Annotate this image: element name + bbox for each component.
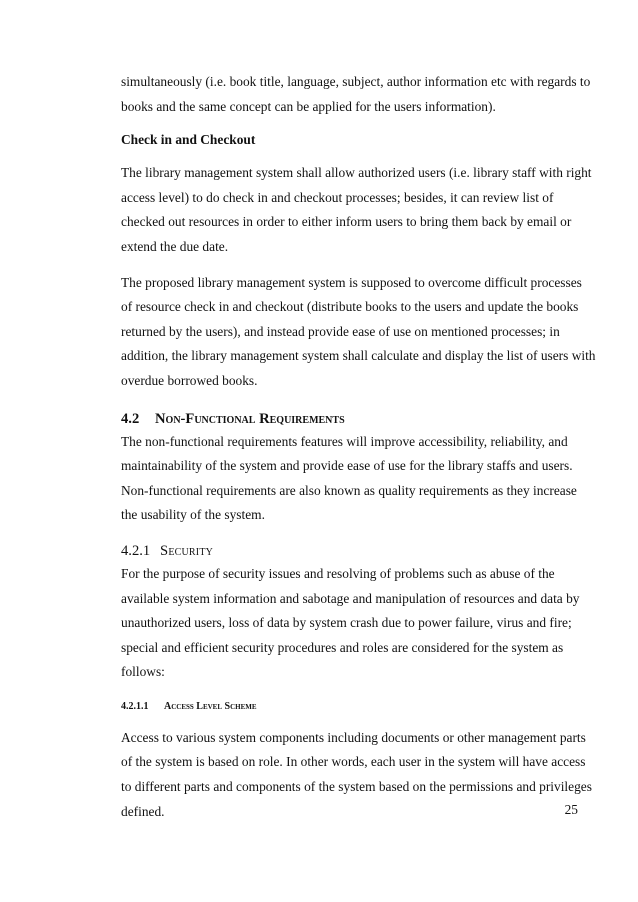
section-title: Security: [160, 542, 214, 559]
heading-check-in-checkout: Check in and Checkout: [121, 132, 256, 148]
text-line: overdue borrowed books.: [121, 372, 258, 388]
text-line: The non-functional requirements features will improve accessibility, reliability, and: [121, 433, 568, 449]
paragraph-checkin-1: [121, 161, 592, 259]
paragraph-nonfunctional: [121, 430, 583, 528]
text-line: of resource check in and checkout (distribute books to the users and update the books: [121, 299, 579, 315]
section-heading-4-2-1: [121, 540, 583, 562]
text-line: the usability of the system.: [121, 507, 265, 523]
section-heading-4-2-1-1: [121, 697, 583, 717]
section-number: 4.2: [121, 410, 140, 427]
section-heading-4-2: [121, 408, 583, 430]
paragraph-access-level: [121, 726, 592, 824]
paragraph-checkin-2: [121, 271, 596, 394]
text-line: returned by the users), and instead provide ease of use on mentioned processes; in: [121, 323, 560, 339]
text-line: special and efficient security procedures and roles are considered for the system as: [121, 639, 564, 655]
section-number: 4.2.1.1: [121, 700, 149, 712]
text-line: defined.: [121, 803, 165, 819]
text-line: of the system is based on role. In other words, each user in the system will have access: [121, 754, 586, 770]
page-number: 25: [564, 802, 578, 817]
text-line: books and the same concept can be applied for the users information).: [121, 98, 496, 114]
text-line: unauthorized users, loss of data by system crash due to power failure, virus and fire;: [121, 615, 572, 631]
text-line: addition, the library management system shall calculate and display the list of users with: [121, 348, 596, 364]
paragraph-intro: [121, 70, 591, 119]
text-line: The library management system shall allow authorized users (i.e. library staff with right: [121, 165, 592, 181]
text-line: follows:: [121, 664, 165, 680]
text-line: maintainability of the system and provide ease of use for the library staffs and users.: [121, 458, 573, 474]
text-line: access level) to do check in and checkout processes; besides, it can review list of: [121, 189, 554, 205]
paragraph-security: [121, 562, 583, 685]
text-line: Non-functional requirements are also known as quality requirements as they increase: [121, 482, 577, 498]
text-line: For the purpose of security issues and resolving of problems such as abuse of the: [121, 565, 555, 581]
text-line: Access to various system components including documents or other management parts: [121, 729, 586, 745]
text-line: extend the due date.: [121, 238, 229, 254]
section-title: Non-Functional Requirements: [155, 410, 345, 427]
text-line: simultaneously (i.e. book title, language, subject, author information etc with regards to: [121, 74, 591, 89]
text-line: available system information and sabotage and manipulation of resources and data by: [121, 590, 580, 606]
document-page: [121, 70, 596, 824]
text-line: The proposed library management system is supposed to overcome difficult processes: [121, 274, 582, 290]
text-line: to different parts and components of the system based on the permissions and privileges: [121, 779, 592, 795]
text-line: checked out resources in order to either inform users to bring them back by email or: [121, 214, 572, 230]
section-title: Access Level Scheme: [164, 700, 257, 712]
section-number: 4.2.1: [121, 542, 151, 559]
